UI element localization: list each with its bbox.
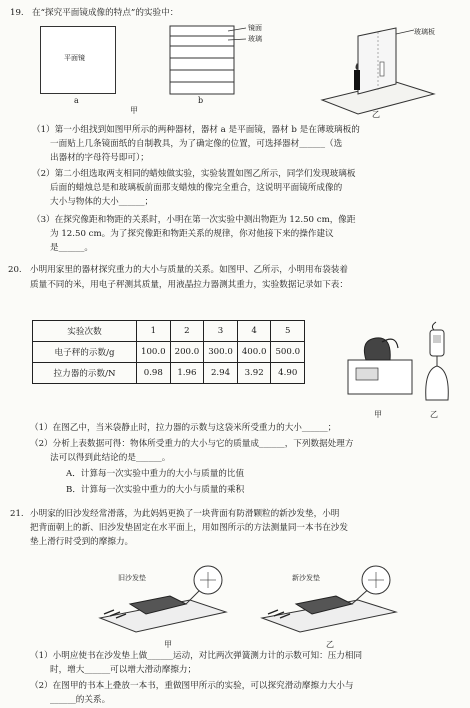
q19-p1-line3: 出器材的字母符号即可）；: [50, 153, 149, 163]
q21-line3: 垫上滑行时受到的摩擦力。: [30, 537, 134, 547]
fig21-old-pad-label: 旧沙发垫: [118, 574, 146, 582]
table-cell: 300.0: [204, 342, 238, 363]
q21-line1: 小明家的旧沙发经常滑落，为此妈妈更换了一块背面有防滑颗粒的新沙发垫，小明: [30, 509, 340, 519]
fig19-glass-plate-label: 玻璃板: [414, 28, 435, 36]
q21-p1-line1: （1）小明应使书在沙发垫上做______运动，对比两次弹簧测力计的示数可知：压力相同: [30, 651, 363, 661]
q20-line1: 小明用家里的器材探究重力的大小与质量的关系。如图甲、乙所示，小明用布袋装着: [30, 265, 348, 275]
table-cell: 3.92: [237, 363, 271, 384]
q20-option-b: B．计算每一次实验中重力的大小与质量的乘积: [66, 485, 245, 495]
table-cell: 4: [237, 321, 271, 342]
fig20-yi: 乙: [430, 410, 438, 419]
fig-spring-scale: [420, 320, 460, 410]
table-cell: 200.0: [170, 342, 204, 363]
table-cell: 实验次数: [33, 321, 137, 342]
q19-p2-line2: 后面的蜡烛总是和玻璃板前面那支蜡烛的像完全重合，这说明平面镜所成像的: [50, 183, 343, 193]
fig-friction-new-pad: [262, 556, 402, 636]
q19-p3-line3: 是______。: [50, 243, 93, 253]
fig21-jia: 甲: [164, 640, 172, 649]
fig21-new-pad-label: 新沙发垫: [292, 574, 320, 582]
table-cell: 100.0: [137, 342, 171, 363]
fig-a-label: a: [74, 96, 79, 105]
table-cell: 3: [204, 321, 238, 342]
q20-p2-line2: 法可以得到此结论的是______。: [50, 453, 171, 463]
table-cell: 5: [271, 321, 305, 342]
q21-p2-line1: （2）在图甲的书本上叠放一本书，重做图甲所示的实验，可以探究滑动摩擦力大小与: [30, 681, 354, 691]
q19-p3-line2: 为 12.50 cm。为了探究像距和物距关系的规律，你对他接下来的操作建议: [50, 229, 334, 239]
fig19-yi: 乙: [372, 110, 380, 119]
table-cell: 400.0: [237, 342, 271, 363]
q20-p2-line1: （2）分析上表数据可得：物体所受重力的大小与它的质量成______，下列数据处理方: [30, 439, 354, 449]
fig-electronic-scale: [346, 330, 416, 400]
fig-b-mirror-label: 镜面: [248, 24, 262, 32]
table-cell: 1.96: [170, 363, 204, 384]
q19-number: 19.: [10, 8, 24, 18]
q19-stem: 在“探究平面镜成像的特点”的实验中：: [32, 8, 179, 18]
table-cell: 500.0: [271, 342, 305, 363]
table-header-row: [33, 321, 305, 342]
q21-p1-line2: 时，增大______可以增大滑动摩擦力；: [50, 665, 197, 675]
q19-p2-line3: 大小与物体的大小______；: [50, 197, 154, 207]
table-cell: 4.90: [271, 363, 305, 384]
table-row: [33, 342, 305, 363]
fig-b-label: b: [198, 96, 204, 105]
table-cell: 拉力器的示数/N: [33, 363, 137, 384]
table-row: [33, 363, 305, 384]
table-cell: 1: [137, 321, 171, 342]
fig19-jia: 甲: [130, 106, 138, 115]
fig20-jia: 甲: [374, 410, 382, 419]
fig-b-glass-label: 玻璃: [248, 35, 262, 43]
q20-number: 20.: [8, 265, 22, 275]
q20-option-a: A．计算每一次实验中重力的大小与质量的比值: [66, 469, 245, 479]
fig-mirror-a-text: 平面镜: [64, 54, 85, 62]
q20-data-table: [32, 320, 305, 384]
fig21-yi: 乙: [326, 640, 334, 649]
table-cell: 2.94: [204, 363, 238, 384]
q21-number: 21.: [10, 509, 24, 519]
q19-p2-line1: （2）第二小组选取两支相同的蜡烛做实验，实验装置如图乙所示，同学们发现玻璃板: [32, 169, 356, 179]
q19-p1-line1: （1）第一小组找到如图甲所示的两种器材，器材 a 是平面镜，器材 b 是在薄玻璃板的: [32, 125, 360, 135]
q19-p3-line1: （3）在探究像距和物距的关系时，小明在第一次实验中测出物距为 12.50 cm，像距: [32, 215, 356, 225]
q20-p1: （1）在图乙中，当米袋静止时，拉力器的示数与这袋米所受重力的大小______；: [30, 423, 337, 433]
q21-p2-line2: ______的关系。: [50, 695, 111, 705]
table-cell: 2: [170, 321, 204, 342]
q21-line2: 把背面朝上的新、旧沙发垫固定在水平面上，用如图所示的方法测量同一本书在沙发: [30, 523, 348, 533]
fig-friction-old-pad: [100, 556, 230, 636]
q20-line2: 质量不同的米，用电子秤测其质量，用液晶拉力器测其重力，实验数据记录如下表：: [30, 280, 348, 290]
q19-p1-line2: 一面贴上几条镜面纸的自制教具，为了确定像的位置，可选择器材______（选: [50, 139, 343, 149]
fig-glass-strips-b: [170, 24, 290, 104]
table-cell: 0.98: [137, 363, 171, 384]
table-cell: 电子秤的示数/g: [33, 342, 137, 363]
